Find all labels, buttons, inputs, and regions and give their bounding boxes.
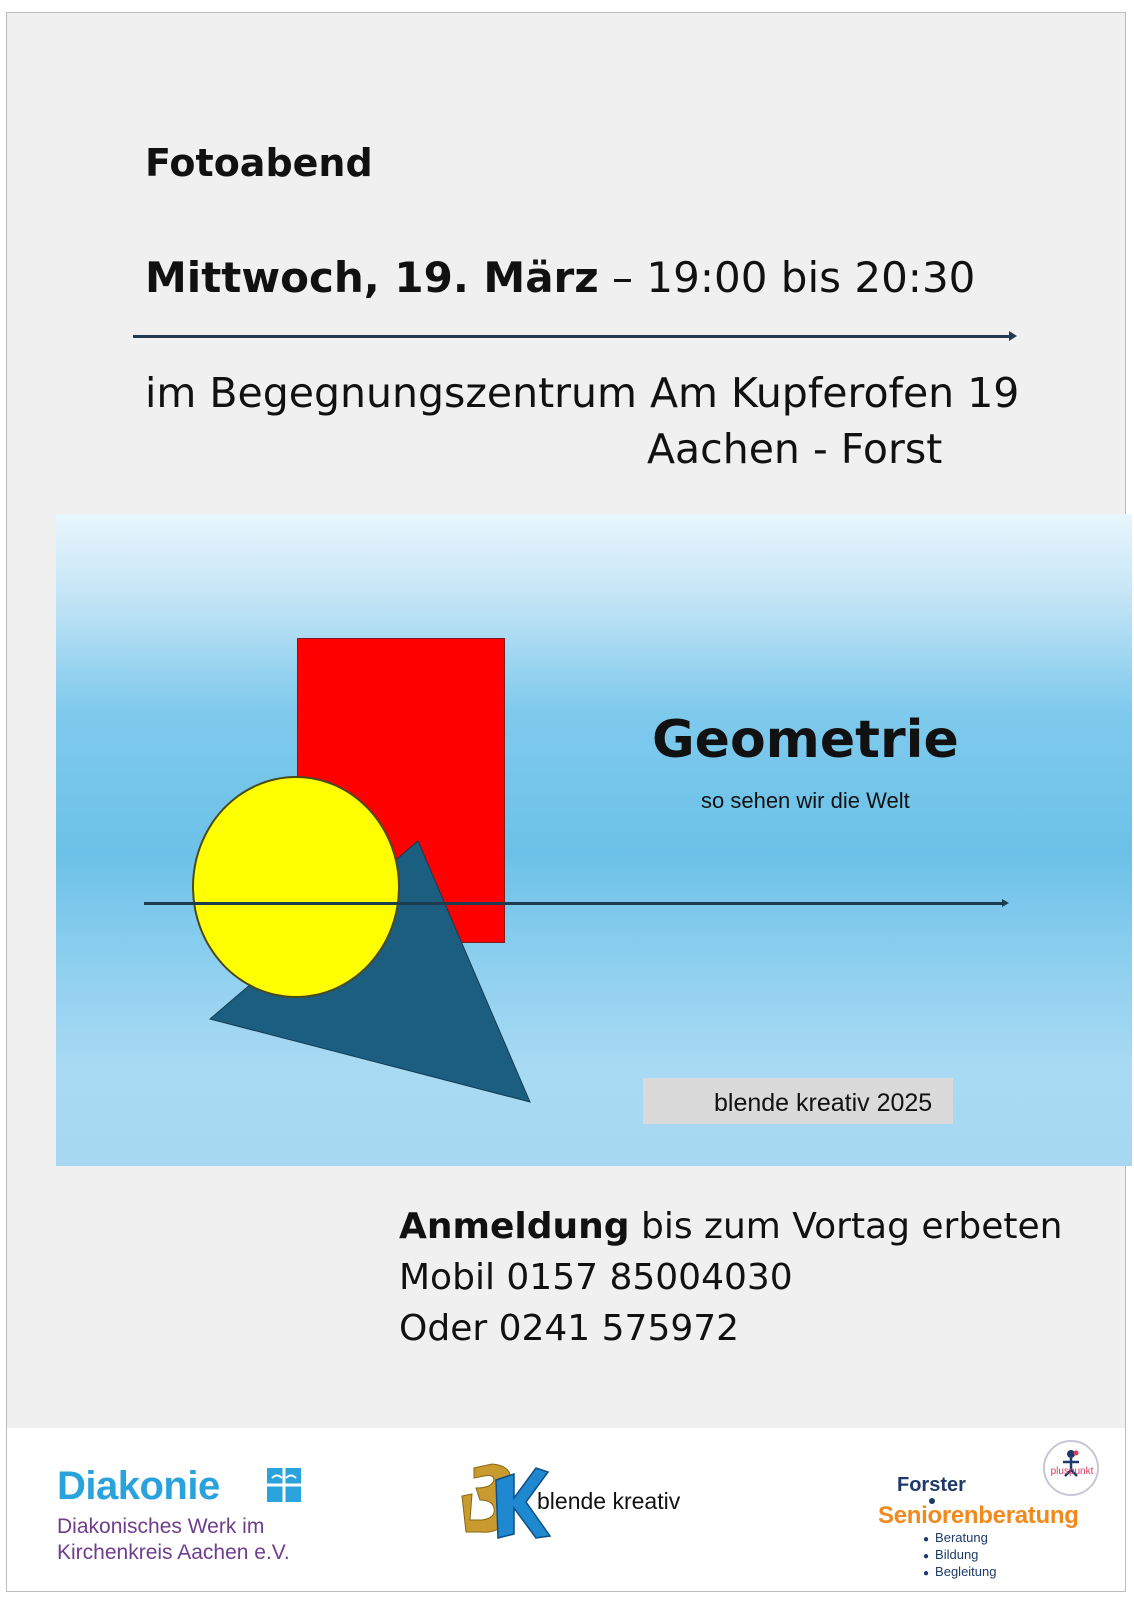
venue-line-2: Aachen - Forst: [647, 425, 943, 473]
phone-number: Oder 0241 575972: [399, 1308, 740, 1349]
event-date-time: [145, 253, 975, 302]
registration-text: bis zum Vortag erbeten: [629, 1206, 1063, 1247]
seniorenberatung-label: Seniorenberatung: [878, 1502, 1079, 1529]
registration-label: Anmeldung: [399, 1206, 630, 1247]
service-item: ● Beratung: [923, 1530, 997, 1547]
poster-credit: blende kreativ 2025: [714, 1089, 933, 1117]
event-title: Fotoabend: [145, 141, 373, 185]
flyer-frame: [6, 12, 1126, 1592]
service-item: ● Begleitung: [923, 1564, 997, 1581]
diakonie-logo-text: Diakonie: [57, 1464, 220, 1508]
header-arrow-divider: [133, 335, 1011, 338]
blende-kreativ-label: blende kreativ: [537, 1488, 681, 1514]
yellow-circle-shape: [192, 776, 400, 998]
registration-line: [399, 1206, 1062, 1247]
footer-logos: [7, 1428, 1125, 1591]
horizon-arrow-line: [144, 902, 1004, 905]
seniorenberatung-services: [923, 1530, 997, 1581]
poster-title: Geometrie: [652, 710, 959, 770]
mobile-number: Mobil 0157 85004030: [399, 1257, 793, 1298]
diakonie-subtitle: [57, 1514, 290, 1566]
diakonie-subtitle-line-1: Diakonisches Werk im: [57, 1515, 265, 1538]
event-time: – 19:00 bis 20:30: [598, 253, 976, 302]
diakonie-subtitle-line-2: Kirchenkreis Aachen e.V.: [57, 1541, 290, 1564]
poster-subtitle: so sehen wir die Welt: [701, 788, 910, 813]
service-item: ● Bildung: [923, 1547, 997, 1564]
venue-line-1: im Begegnungszentrum Am Kupferofen 19: [145, 369, 1020, 417]
geometry-poster: [56, 514, 1132, 1166]
forster-label: Forster: [897, 1474, 966, 1496]
event-date: Mittwoch, 19. März: [145, 253, 599, 302]
pluspunkt-label: pluspunkt: [1050, 1466, 1094, 1477]
diakonie-cross-icon: [267, 1468, 301, 1502]
